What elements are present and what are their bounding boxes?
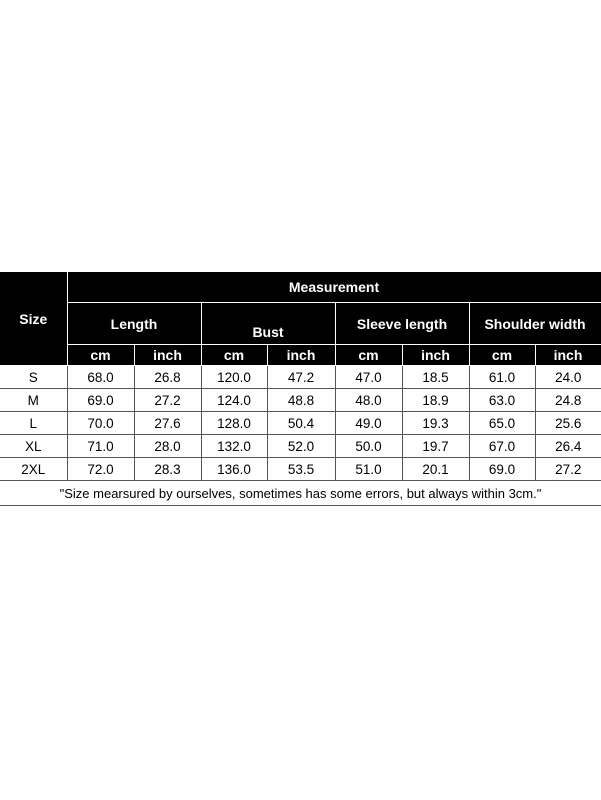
- value-cell: 20.1: [402, 458, 469, 481]
- table-row: [0, 435, 601, 458]
- size-cell: M: [0, 389, 67, 412]
- size-cell: 2XL: [0, 458, 67, 481]
- size-cell: L: [0, 412, 67, 435]
- value-cell: 132.0: [201, 435, 267, 458]
- value-cell: 128.0: [201, 412, 267, 435]
- value-cell: 71.0: [67, 435, 134, 458]
- value-cell: 26.4: [535, 435, 601, 458]
- group-header-bust-label: Bust: [252, 323, 284, 340]
- value-cell: 28.0: [134, 435, 201, 458]
- value-cell: 63.0: [469, 389, 535, 412]
- table-row: [0, 389, 601, 412]
- value-cell: 72.0: [67, 458, 134, 481]
- size-chart-table: [0, 271, 601, 506]
- value-cell: 67.0: [469, 435, 535, 458]
- value-cell: 48.8: [267, 389, 335, 412]
- unit-header: inch: [402, 345, 469, 366]
- unit-header: cm: [67, 345, 134, 366]
- group-header-sleeve-length: Sleeve length: [335, 303, 469, 345]
- unit-header: inch: [267, 345, 335, 366]
- unit-header: cm: [201, 345, 267, 366]
- table-row: [0, 458, 601, 481]
- measurement-header: Measurement: [67, 272, 601, 303]
- value-cell: 52.0: [267, 435, 335, 458]
- group-header-length: Length: [67, 303, 201, 345]
- table-row: [0, 412, 601, 435]
- unit-header: cm: [469, 345, 535, 366]
- value-cell: 18.9: [402, 389, 469, 412]
- table-row: [0, 366, 601, 389]
- value-cell: 61.0: [469, 366, 535, 389]
- value-cell: 24.0: [535, 366, 601, 389]
- value-cell: 27.6: [134, 412, 201, 435]
- size-note: "Size mearsured by ourselves, sometimes has some errors, but always within 3cm.": [0, 481, 601, 506]
- value-cell: 49.0: [335, 412, 402, 435]
- value-cell: 28.3: [134, 458, 201, 481]
- group-header-shoulder-width: Shoulder width: [469, 303, 601, 345]
- value-cell: 53.5: [267, 458, 335, 481]
- value-cell: 27.2: [535, 458, 601, 481]
- group-header-bust: [201, 303, 335, 345]
- value-cell: 26.8: [134, 366, 201, 389]
- value-cell: 68.0: [67, 366, 134, 389]
- unit-header: inch: [535, 345, 601, 366]
- size-header: Size: [0, 272, 67, 366]
- value-cell: 69.0: [67, 389, 134, 412]
- note-row: [0, 481, 601, 506]
- unit-header: cm: [335, 345, 402, 366]
- value-cell: 120.0: [201, 366, 267, 389]
- value-cell: 24.8: [535, 389, 601, 412]
- value-cell: 19.7: [402, 435, 469, 458]
- value-cell: 25.6: [535, 412, 601, 435]
- value-cell: 19.3: [402, 412, 469, 435]
- value-cell: 70.0: [67, 412, 134, 435]
- value-cell: 136.0: [201, 458, 267, 481]
- value-cell: 47.2: [267, 366, 335, 389]
- value-cell: 48.0: [335, 389, 402, 412]
- value-cell: 50.4: [267, 412, 335, 435]
- value-cell: 18.5: [402, 366, 469, 389]
- value-cell: 50.0: [335, 435, 402, 458]
- value-cell: 27.2: [134, 389, 201, 412]
- value-cell: 65.0: [469, 412, 535, 435]
- value-cell: 124.0: [201, 389, 267, 412]
- size-cell: XL: [0, 435, 67, 458]
- size-cell: S: [0, 366, 67, 389]
- value-cell: 69.0: [469, 458, 535, 481]
- value-cell: 51.0: [335, 458, 402, 481]
- value-cell: 47.0: [335, 366, 402, 389]
- unit-header: inch: [134, 345, 201, 366]
